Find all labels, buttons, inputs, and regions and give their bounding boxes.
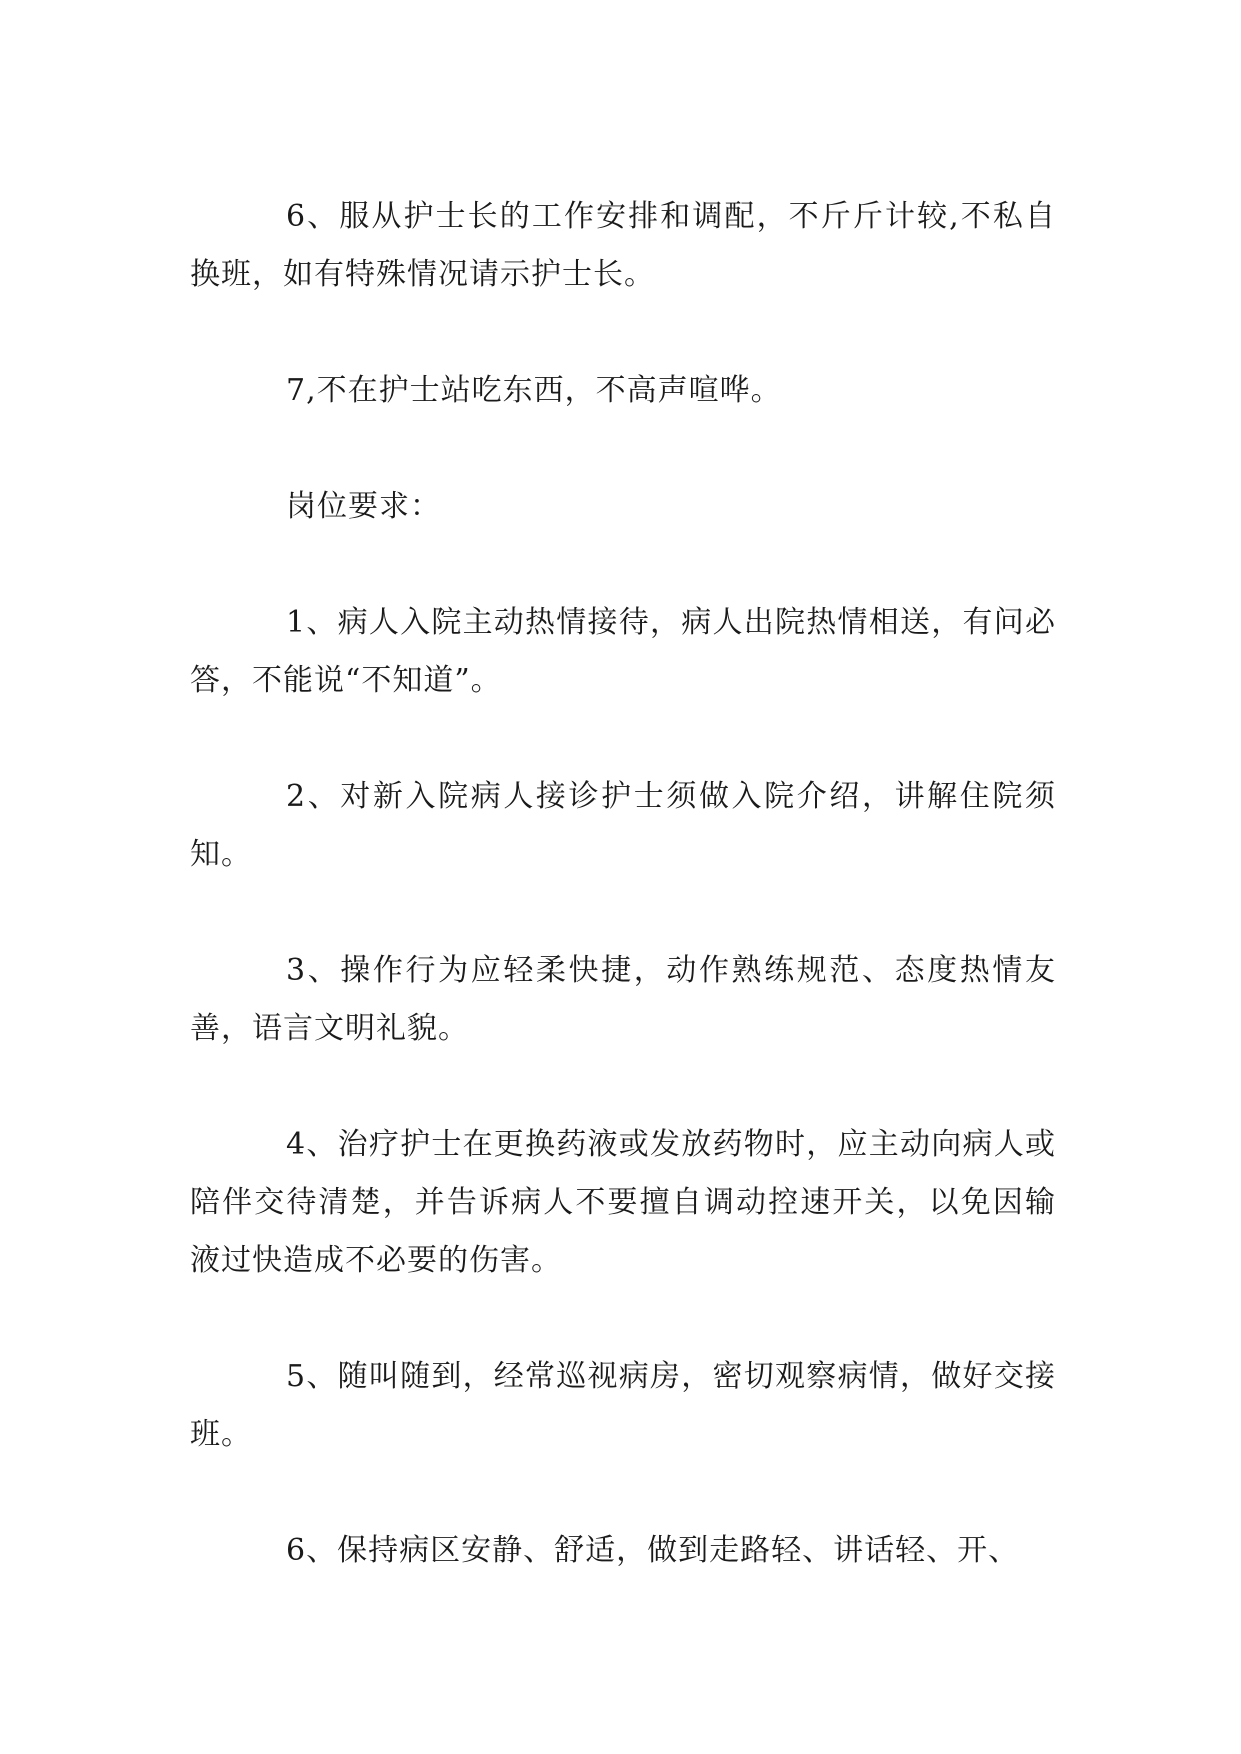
paragraph-requirement-1: 1、病人入院主动热情接待，病人出院热情相送，有问必答，不能说“不知道”。 (190, 605, 1056, 698)
section-heading-requirements: 岗位要求： (286, 489, 441, 524)
paragraph-duty-6: 6、服从护士长的工作安排和调配，不斤斤计较,不私自换班，如有特殊情况请示护士长。 (190, 199, 1056, 292)
paragraph-requirement-4: 4、治疗护士在更换药液或发放药物时，应主动向病人或陪伴交待清楚，并告诉病人不要擅自调动控速开关，以免因输液过快造成不必要的伤害。 (190, 1127, 1056, 1278)
paragraph-requirement-2: 2、对新入院病人接诊护士须做入院介绍，讲解住院须知。 (190, 779, 1056, 872)
paragraph-requirement-6: 6、保持病区安静、舒适，做到走路轻、讲话轻、开、 (286, 1533, 1020, 1568)
paragraph-duty-7: 7,不在护士站吃东西，不高声喧哗。 (286, 373, 782, 408)
paragraph-requirement-3: 3、操作行为应轻柔快捷，动作熟练规范、态度热情友善，语言文明礼貌。 (190, 953, 1056, 1046)
paragraph-requirement-5: 5、随叫随到，经常巡视病房，密切观察病情，做好交接班。 (190, 1359, 1056, 1452)
